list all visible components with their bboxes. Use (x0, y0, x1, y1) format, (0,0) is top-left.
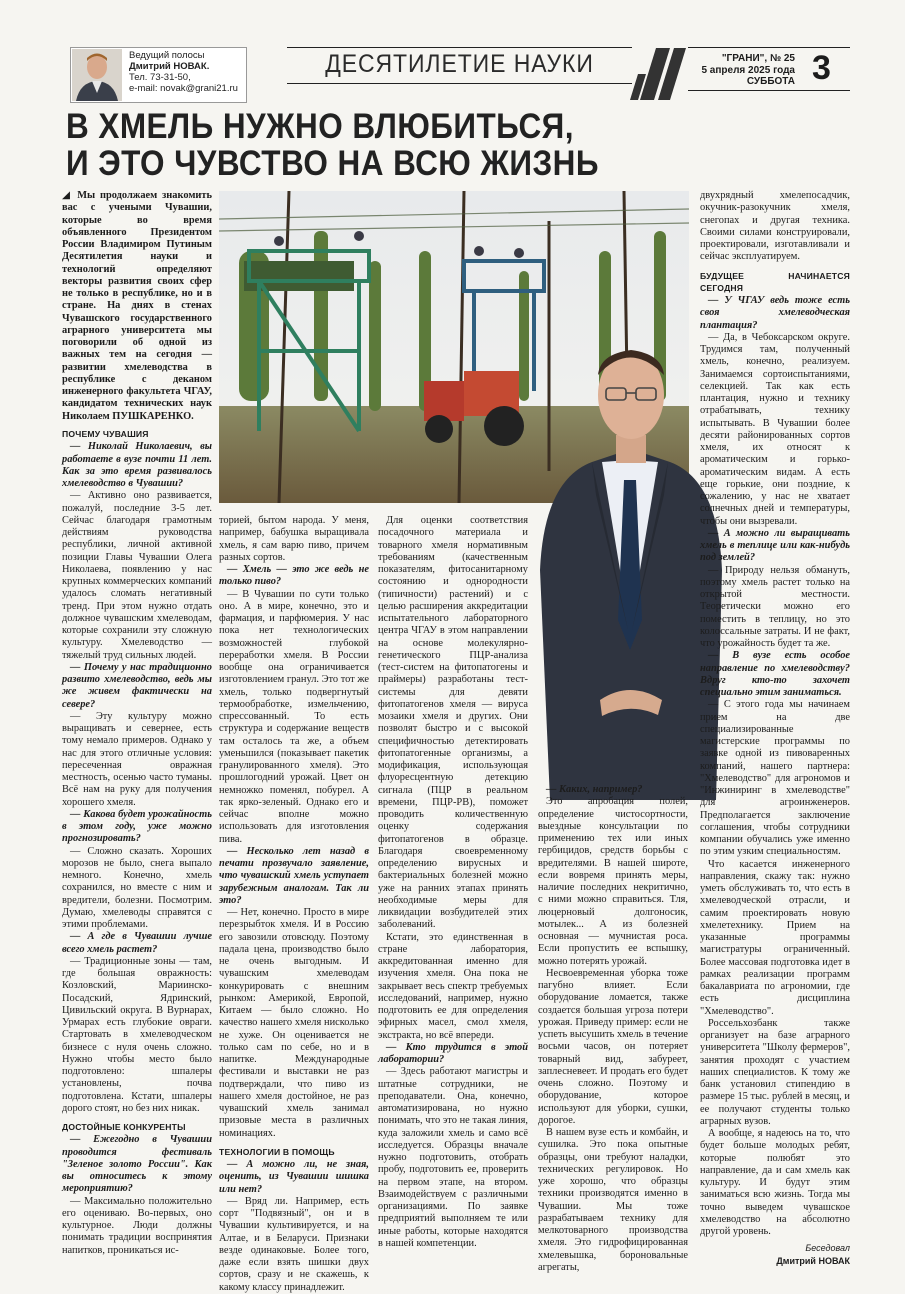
editor-email[interactable]: e-mail: novak@grani21.ru (129, 83, 238, 94)
answer: — Эту культуру можно выращивать и севернее, есть тому немало примеров. Однако у нас для этого отличные условия: пересеченная овражная местность, осенью часто туманы. Всё нам на руку для получения хорошего хмеля. (62, 710, 212, 808)
paragraph: Кстати, это единственная в стране лаборатория, аккредитованная именно для изучения хмеля. Она пока не закрывает весь спектр требуемых исследований, например, нужно подготовить ее для определения эфирных масел, смол хмеля, экстракта, но всё впереди. (378, 931, 528, 1041)
editor-name: Дмитрий НОВАК. (129, 61, 210, 72)
paper-date: 5 апреля 2025 года (701, 64, 795, 76)
subhead-why-chuvashia: ПОЧЕМУ ЧУВАШИЯ (62, 429, 149, 439)
paragraph: Для оценки соответствия посадочного материала и товарного хмеля нормативным требованиям (качественным показателям, фитосанитарному состоянию и однородности (типичности) растений) и с целью расширения аккредитации испытательного лабораторного центра ЧГАУ в этом направлении на основе молекулярно-генетического ПЦР-анализа (тест-систем на фитопатогены и праймеры) разработаны тест-системы для девяти фитопатогенов хмеля — вируса мозаики хмеля и других. Они позволят быстро и с высокой специфичностью детектировать фитопатогенные организмы, а модификация, использующая флуоресцентную детекцию сигнала (ПЦР в реальном времени, ПЦР-РВ), поможет проводить количественную оценку содержания фитопатогенов в образце. Благодаря своевременному определению вирусных и бактериальных болезней можно уже на ранних этапах принять необходимые меры для ликвидации возбудителей этих заболеваний. (378, 515, 528, 931)
answer: — С этого года мы начинаем прием на две специализированные магистерские программы по заявке одной из пивоваренных компаний, нашего партнера: "Хмелеводство" для агрономов и "Инжиниринг в хмелеводстве" для агроинженеров. Предполагается заключение соглашения, чтобы сотрудники компании обучались уже именно по этим узким специальностям. (700, 699, 850, 858)
question: — Почему у нас традиционно развито хмелеводство, ведь мы же живем фактически на севере? (62, 661, 212, 710)
question: — В вузе есть особое направление по хмелеводству? Вдруг кто-то захочет специально этим заниматься. (700, 650, 850, 698)
paragraph: Несвоевременная уборка тоже пагубно влияет. Если оборудование ломается, также создается большая угроза потери урожая. Приведу пример: если не успеть высушить хмель в течение восьми часов, он потеряет товарный вид, забуреет, заплесневеет. И продать его будет очень сложно. Поэтому и оборудование, которое используют для уборки, сушки, дорогое. (538, 967, 688, 1126)
question: — У ЧГАУ ведь тоже есть своя хмелеводческая плантация? (700, 295, 850, 331)
answer: торией, бытом народа. У меня, например, бабушка выращивала хмель, я сам варю пиво, причем разных сортов. (219, 515, 369, 563)
question: — А где в Чувашии лучше всего хмель растет? (62, 931, 212, 955)
lead-text: Мы продолжаем знакомить вас с учеными Чувашии, которые во время объявленного Президентом России Владимиром Путиным Десятилетия науки и технологий определяют векторы развития своих сфер не только в республике, но и в стране. На днях в стенах Чувашского государственного аграрного университета мы поговорили об одной из важных тем на сегодня — развитии хмелеводства в республике с деканом инженерного факультета ЧГАУ, кандидатом технических наук Николаем ПУШКАРЕНКО. (62, 190, 212, 422)
subhead-future: БУДУЩЕЕ НАЧИНАЕТСЯ СЕГОДНЯ (700, 270, 850, 293)
editor-photo (72, 49, 122, 101)
subhead-worthy-competitors: ДОСТОЙНЫЕ КОНКУРЕНТЫ (62, 1122, 186, 1132)
question: — А можно ли выращивать хмель в теплице или как-нибудь под землей? (700, 527, 850, 564)
byline (700, 1242, 850, 1267)
editor-box (70, 47, 247, 103)
lead-triangle-icon: ◢ (62, 190, 78, 201)
answer: — Максимально положительно его оцениваю. Во-первых, оно культурное. Люди должны понимать традиции воспринятия напитков, проникаться ис- (62, 1195, 212, 1256)
editor-phone: Тел. 73-31-50, (129, 72, 191, 83)
answer: Это апробация полей, определение чистосортности, выездные консультации по применению тех или иных гербицидов, средств борьбы с вредителями. В нашей широте, если вовремя принять меры, наличие последних некритично, с ними можно справиться. Тля, люцерновый долгоносик, мотылек... А из болезней основная — мучнистая роса. Если пропустить ее вспышку, можно потерять урожай. (538, 796, 688, 967)
answer: — Сложно сказать. Хороших морозов не было, снега выпало немного. Конечно, хмель сохранился, но вместе с ним и вредители, болезни. Посмотрим. Думаю, хмелеводы справятся с этими проблемами. (62, 845, 212, 930)
editor-role: Ведущий полосы (129, 50, 205, 61)
paragraph: Россельхозбанк также организует на базе аграрного университета "Школу фермеров", занятия проходят с участием наших специалистов. К тому же банк установил стипендию в размере 15 тыс. рублей в месяц, и ее получают студенты только аграрных вузов. (700, 1017, 850, 1127)
paper-day: СУББОТА (746, 76, 795, 87)
answer: — Нет, конечно. Просто в мире перезрыбток хмеля. И в Россию его завозили отовсюду. Поэтому падала цена, производство было не очень выгодным. И чувашским хмелеводам конкурировать с внешним рынком: Америкой, Европой, Китаем — было сложно. Но качество нашего хмеля нисколько не хуже. Он оценивается не только сам по себе, но и в напитке. Международные фестивали и выставки не раз подтверждали, что пиво из нашего хмеля достойное, не раз чувашский хмель занимал призовые места в различных номинациях. (219, 907, 369, 1139)
paragraph: В нашем вузе есть и комбайн, и сушилка. Это пока опытные образцы, они требуют наладки, технических регулировок. Но уже хорошо, что образцы техники производятся именно в Чувашии. Мы тоже разрабатываем технику для мелкотоварного производства хмеля. Это гидрофицированная хмелевышка, бороновальные агрегаты, (538, 1127, 688, 1273)
subhead-technologies: ТЕХНОЛОГИИ В ПОМОЩЬ (219, 1146, 335, 1157)
section-title: ДЕСЯТИЛЕТИЕ НАУКИ (325, 50, 594, 78)
column-3 (378, 515, 528, 1249)
question: — А можно ли, не зная, оценить, из Чувашии шишка или нет? (219, 1159, 369, 1195)
question: — Хмель — это же ведь не только пиво? (219, 564, 369, 588)
date-rule-bottom (688, 90, 850, 91)
header-rule-bottom (287, 83, 632, 84)
question: — Какова будет урожайность в этом году, уже можно прогнозировать? (62, 808, 212, 845)
column-1 (62, 422, 212, 1256)
paragraph: двухрядный хмелепосадчик, окучник-разокучник хмеля, снегопах и другая техника. Своими силами конструировали, проектировали, изготавливали и сейчас эксплуатируем. (700, 190, 850, 263)
answer: — Традиционные зоны — там, где большая овражность: Козловский, Мариинско-Посадский, Ядринский, Цивильский округа. В Вурнарах, Урмарах есть глубокие овраги. Стартовать в хмелеводческом бизнесе с нуля очень сложно. Нужно чтобы место было подготовлено: шпалеры установлены, почва подготовлена. Кстати, шпалеры дорого стоят, но без них никак. (62, 955, 212, 1114)
question: — Кто трудится в этой лаборатории? (378, 1041, 528, 1065)
lead-column (62, 190, 212, 422)
headline (66, 108, 606, 182)
headline-line-2: И ЭТО ЧУВСТВО НА ВСЮ ЖИЗНЬ (66, 144, 599, 183)
answer: — Здесь работают магистры и штатные сотрудники, не преподаватели. Она, конечно, автоматизирована, но нужно понимать, что это не такая линия, куда заложили хмель и само всё исследуется. Образцы вначале нужно подготовить, отобрать пробу, подготовить ее, проверить на первом этапе, на втором. Взаимодействуем с различными организациями. По заявке предприятий выполняем те или иные работы, которые находятся в нашей компетенции. (378, 1066, 528, 1249)
paragraph: А вообще, я надеюсь на то, что будет больше молодых ребят, которые полюбят это направление, да и сам хмель как культуру. И будут этим заниматься всю жизнь. Тогда мы точно выведем чувашское хмелеводство на абсолютно другой уровень. (700, 1128, 850, 1237)
answer: — Вряд ли. Например, есть сорт "Подвязный", он и в Чувашии культивируется, и на Алтае, и в Беларуси. Признаки везде одинаковые. Более того, даже если взять шишки двух сортов, сразу и не скажешь, к какому классу принадлежит. (219, 1195, 369, 1293)
question: — Ежегодно в Чувашии проводится фестиваль "Зеленое золото России". Как вы относитесь к этому мероприятию? (62, 1134, 212, 1195)
answer: — Активно оно развивается, пожалуй, последние 3-5 лет. Сейчас благодаря грамотным действиям руководства республики, личной активной позиции Главы Чувашии Олега Николаева, появлению у нас крупных коммерческих компаний удалось сломать негативный тренд. При этом нужно отдать должное чувашским хмелеводам, которые сохранили эту сложную культуру. Хмелеводство — тяжелый труд сильных людей. (62, 490, 212, 661)
question: — Несколько лет назад в печати прозвучало заявление, что чувашский хмель уступает зарубежным аналогам. Так ли это? (219, 845, 369, 906)
answer: — Природу нельзя обмануть, поэтому хмель растет только на открытой местности. Теоретически можно его поместить в теплицу, но это колоссальные затраты. И не факт, что урожайность будет та же. (700, 564, 850, 649)
headline-line-1: В ХМЕЛЬ НУЖНО ВЛЮБИТЬСЯ, (66, 107, 574, 146)
question: — Каких, например? (546, 784, 643, 795)
page-number: 3 (812, 49, 831, 87)
paper-issue: "ГРАНИ", № 25 (721, 53, 795, 64)
byline-label: Беседовал (805, 1243, 850, 1254)
answer: — В Чувашии по сути только оно. А в мире, конечно, это и фармация, и парфюмерия. У нас пока нет технологических возможностей глубокой переработки хмеля. В России вообще она ограничивается изготовлением гранул. Это тот же хмель, только подвергнутый термообработке, измельчению, спрессованный. То есть структура и содержание веществ там осталось та же, а объем уменьшился (показывает пакетик гранулированного хмеля). Это прошлогодний урожай. Цвет он немножко поменял, побурел. А так ярко-зеленый. Однако его и сейчас вполне можно использовать для изготовления пива. (219, 588, 369, 845)
logo-stripes-icon (630, 48, 686, 100)
question: — Николай Николаевич, вы работаете в вузе почти 11 лет. Как за это время развивалось хмелеводство в Чувашии? (62, 441, 212, 489)
column-4 (538, 784, 688, 1273)
byline-name: Дмитрий НОВАК (776, 1255, 850, 1266)
paragraph: Что касается инженерного направления, скажу так: нужно уметь обслуживать то, что есть в хмелеводческой отрасли, и самим проектировать новую хмелетехнику. Прием на указанные программы магистратуры ограниченный. Более массовая подготовка идет в рамках реализации программ бакалавриата по агрономии, где есть дисциплина "Хмелеводство". (700, 858, 850, 1017)
column-2 (219, 515, 369, 1293)
column-5 (700, 190, 850, 1266)
answer: — Да, в Чебоксарском округе. Трудимся там, полученный хмель, конечно, реализуем. Занимаемся сортоиспытаниями, селекцией. Так как есть плантация, нужно и технику отрабатывать, технику испытывать. В Чувашии более десяти районированных сортов хмеля, их относят к ароматическим и горько-ароматическим видам. А есть еще горькие, они поздние, к сожалению, у нас не хватает солнечных дней и температуры, чтобы они вызревали. (700, 331, 850, 527)
header-rule-top (287, 47, 632, 48)
